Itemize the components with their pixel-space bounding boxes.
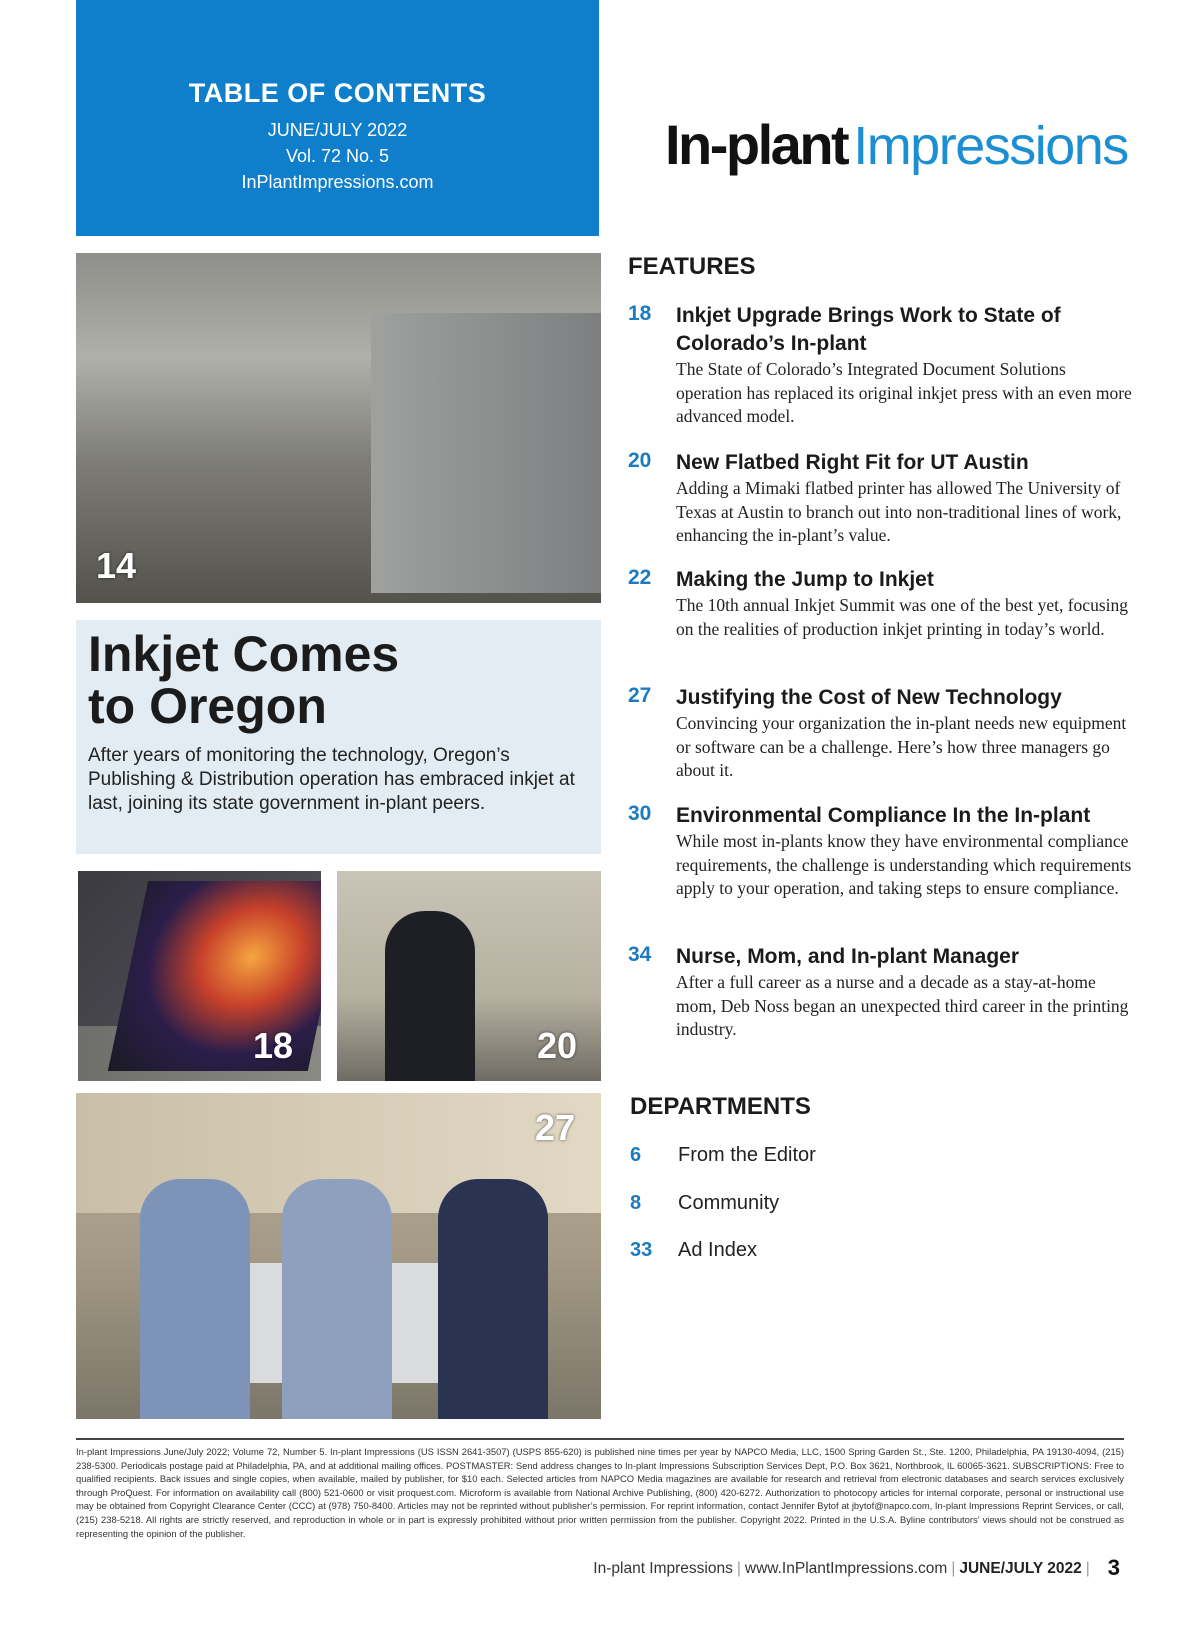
cover-title-line-1: Inkjet Comes <box>88 626 400 682</box>
feature-page-number: 30 <box>628 802 652 825</box>
page-number: 3 <box>1107 1555 1120 1580</box>
page-footer <box>593 1555 1120 1581</box>
footer-website[interactable]: www.InPlantImpressions.com <box>744 1560 948 1577</box>
photo-page-number: 14 <box>96 545 137 586</box>
feature-title: Inkjet Upgrade Brings Work to State of Colorado’s In-plant <box>676 304 1061 355</box>
logo-in-plant: In-plant <box>665 113 848 176</box>
logo-impressions: Impressions <box>853 116 1128 176</box>
department-label: Community <box>678 1192 780 1214</box>
photo-page-number: 27 <box>534 1107 575 1148</box>
feature-description: Convincing your organization the in-plant needs new equipment or software can be a challenge. Here’s how three managers go about it. <box>676 713 1127 780</box>
person-shape <box>282 1179 392 1419</box>
feature-title: Justifying the Cost of New Technology <box>676 686 1062 709</box>
press-machine-shape <box>371 313 601 593</box>
feature-title: Environmental Compliance In the In-plant <box>676 804 1091 827</box>
photo-page-number: 20 <box>536 1025 577 1066</box>
toc-title: TABLE OF CONTENTS <box>188 78 487 108</box>
departments-heading: DEPARTMENTS <box>630 1093 811 1120</box>
person-shape <box>140 1179 250 1419</box>
department-label: From the Editor <box>678 1144 816 1166</box>
footer-separator: | <box>736 1560 741 1577</box>
footer-separator: | <box>951 1560 956 1577</box>
feature-page-number: 22 <box>628 566 652 589</box>
department-page-number: 33 <box>630 1239 653 1261</box>
cover-story-title <box>88 628 399 732</box>
department-label: Ad Index <box>678 1239 757 1261</box>
volume-number: Vol. 72 No. 5 <box>285 146 390 166</box>
feature-title: Making the Jump to Inkjet <box>676 568 934 591</box>
feature-description: The 10th annual Inkjet Summit was one of the best yet, focusing on the realities of production inkjet printing in today’s world. <box>676 595 1128 639</box>
feature-description: Adding a Mimaki flatbed printer has allowed The University of Texas at Austin to branch out into non-traditional lines of work, enhancing the in-plant’s value. <box>676 478 1122 545</box>
cover-story-deck: After years of monitoring the technology, Oregon’s Publishing & Distribution operation has embraced inkjet at last, joining its state government in-plant peers. <box>88 745 575 814</box>
features-heading: FEATURES <box>628 253 756 280</box>
photo-page-number: 18 <box>252 1025 293 1066</box>
feature-photo-27[interactable] <box>76 1093 601 1419</box>
cover-story-photo[interactable] <box>76 253 601 603</box>
website-link[interactable]: InPlantImpressions.com <box>241 172 434 192</box>
footer-issue: JUNE/JULY 2022 <box>959 1560 1082 1577</box>
issue-date: JUNE/JULY 2022 <box>267 120 408 140</box>
footer-divider <box>76 1438 1124 1440</box>
department-page-number: 8 <box>630 1192 642 1214</box>
toc-header-box <box>76 0 599 236</box>
person-shape <box>385 911 475 1081</box>
publication-fine-print: In-plant Impressions June/July 2022; Volume 72, Number 5. In-plant Impressions (US ISSN 2641-3507) (USPS 855-620) is published nine times per year by NAPCO Media, LLC, 1500 Spring Garden St., Ste. 1200, Philadelphia, PA 19130-4094, (215) 238-5300. Periodicals postage paid at Philadelphia, PA, and at additional mailing offices. POSTMASTER: Send address changes to In-plant Impressions Subscription Services Dept, P.O. Box 3621, Northbrook, IL 60065-3621. SUBSCRIPTIONS: Free to qualified recipients. Back issues and single copies, when available, mailed by publisher, for $10 each. Selected articles from NAPCO Media magazines are available for research and retrieval from electronic databases and search services exclusively through ProQuest. For information on availability call (800) 521-0600 or visit proquest.com. Microform is available from National Archive Publishing, (800) 420-6272. Authorization to photocopy articles for internal corporate, personal or instructional use may be obtained from Copyright Clearance Center (CCC) at (978) 750-8400. Articles may not be reprinted without publisher’s permission. For reprint information, contact Jennifer Bytof at jbytof@napco.com, In-plant Impressions Reprint Services, or call, (215) 238-5218. All rights are strictly reserved, and reproduction in whole or in part is expressly prohibited without prior written permission from the publisher. Copyright 2022. Printed in the U.S.A. Byline contributors’ views should not be construed as representing the opinion of the publisher. <box>76 1446 1124 1539</box>
footer-separator: | <box>1085 1560 1090 1577</box>
feature-title: New Flatbed Right Fit for UT Austin <box>676 451 1029 474</box>
feature-title: Nurse, Mom, and In-plant Manager <box>676 945 1020 968</box>
feature-description: The State of Colorado’s Integrated Document Solutions operation has replaced its original inkjet press with an even more advanced model. <box>676 359 1132 426</box>
feature-page-number: 27 <box>628 684 652 707</box>
magazine-logo <box>665 112 1128 177</box>
feature-page-number: 20 <box>628 449 652 472</box>
feature-description: While most in-plants know they have environmental compliance requirements, the challenge is understanding which requirements apply to your operation, and taking steps to ensure compliance. <box>676 831 1132 898</box>
feature-page-number: 18 <box>628 302 652 325</box>
feature-photo-20[interactable] <box>337 871 601 1081</box>
feature-description: After a full career as a nurse and a decade as a stay-at-home mom, Deb Noss began an unexpected third career in the printing industry. <box>676 972 1129 1039</box>
footer-publication: In-plant Impressions <box>593 1560 733 1577</box>
cover-story-panel[interactable] <box>76 620 601 854</box>
feature-page-number: 34 <box>628 943 652 966</box>
cover-title-line-2: to Oregon <box>88 678 327 734</box>
department-page-number: 6 <box>630 1144 642 1166</box>
feature-photo-18[interactable] <box>78 871 321 1081</box>
person-shape <box>438 1179 548 1419</box>
